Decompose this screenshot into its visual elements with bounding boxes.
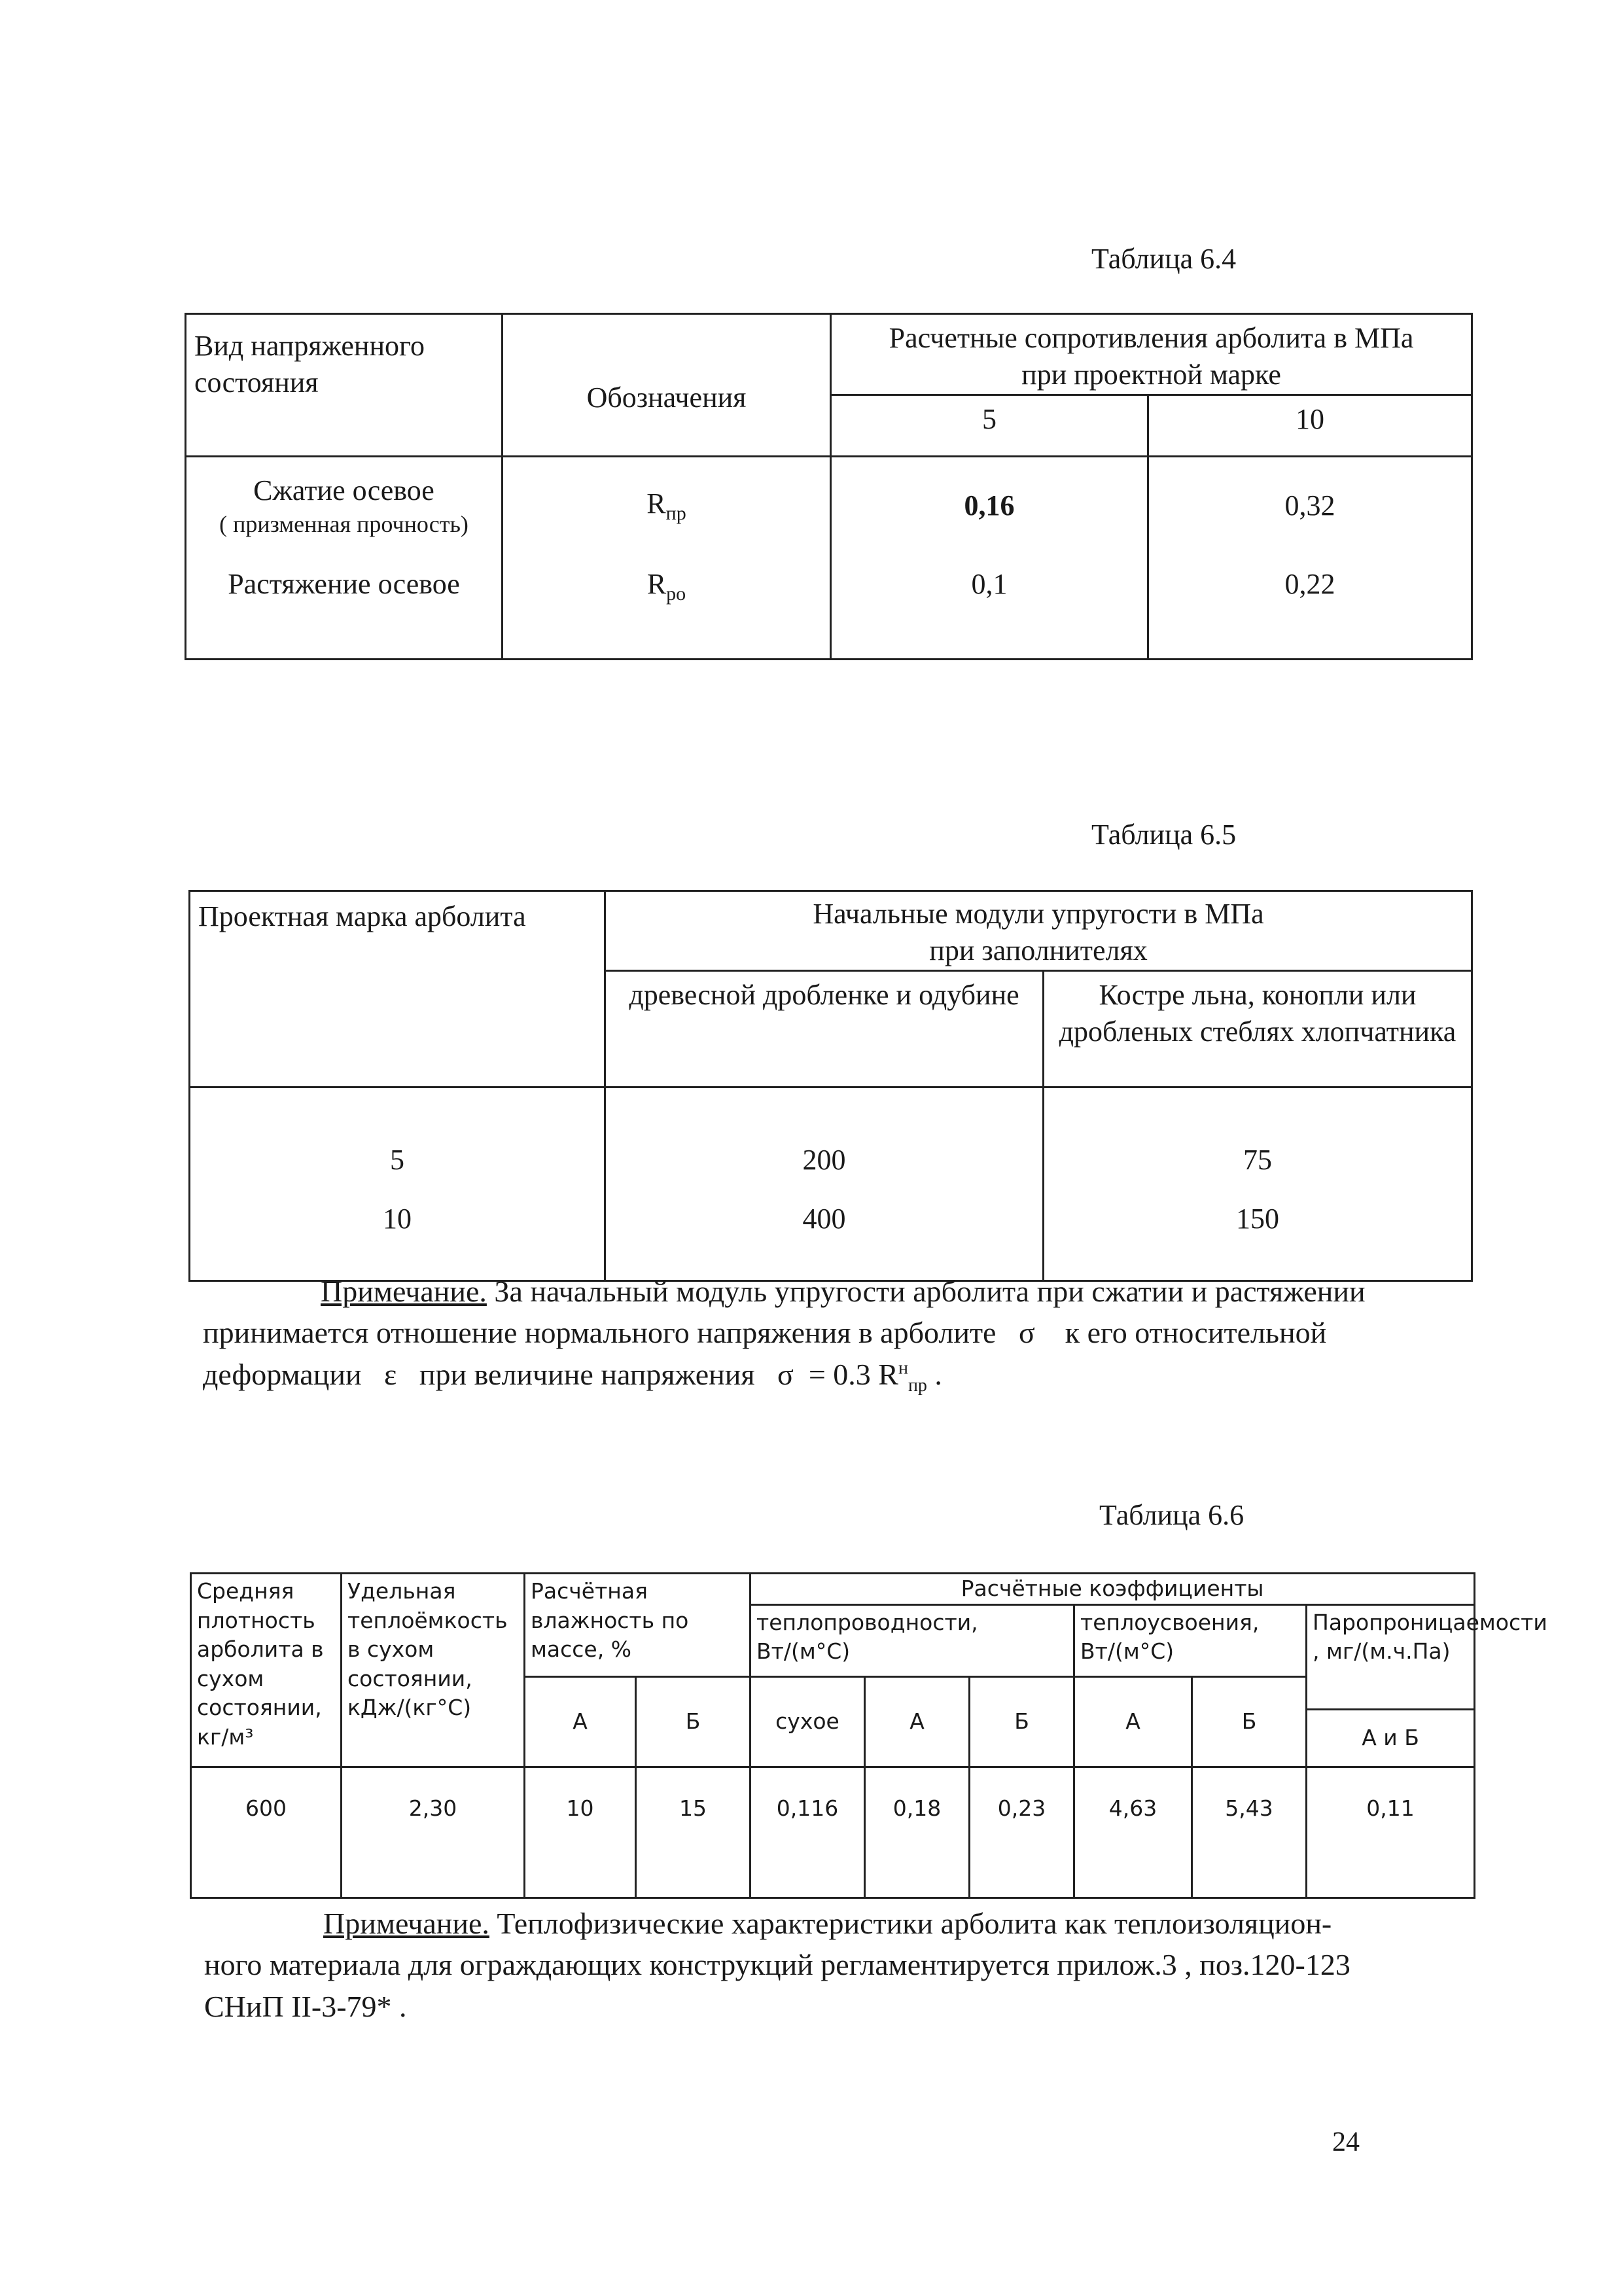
- note-2-text1: Теплофизические характеристики арболита как теплоизоляцион-: [489, 1907, 1332, 1940]
- note-1-text3: деформации ε при величине напряжения σ = 0.3 R: [203, 1357, 898, 1391]
- t5-value-wood: 200: [605, 1087, 1044, 1185]
- t5-header-flax-filler: Костре льна, конопли или дробленых стеблях хлопчатника: [1044, 970, 1472, 1087]
- t5-value-flax: 150: [1044, 1185, 1472, 1280]
- t6-header-vapor: Паропроницаемости , мг/(м.ч.Па): [1307, 1604, 1475, 1709]
- note-1-end: .: [927, 1357, 942, 1391]
- t5-header-modulus-line1: Начальные модули упругости в МПа: [813, 898, 1264, 930]
- t6-header-vapor-ab: А и Б: [1307, 1709, 1475, 1767]
- t6-heat-capacity: 2,30: [342, 1767, 525, 1898]
- t6-header-conductivity: теплопроводности, Вт/(м°С): [750, 1604, 1074, 1676]
- note-1-text1: За начальный модуль упругости арболита при сжатии и растяжении: [486, 1275, 1366, 1308]
- note-1-line2: принимается отношение нормального напряжения в арболите σ к его относительной: [203, 1316, 1327, 1350]
- note-2: [204, 1903, 1487, 2027]
- t4-row-symbol: [503, 456, 831, 554]
- t4-header-grade-5: 5: [831, 395, 1148, 456]
- table-row: [191, 1767, 1475, 1898]
- t6-header-conductivity-b: Б: [970, 1676, 1074, 1767]
- t4-header-resistance-line1: Расчетные сопротивления арболита в МПа: [889, 322, 1414, 354]
- t4-row-name-text: Сжатие осевое: [253, 474, 434, 506]
- t4-row-note: ( призменная прочность): [219, 510, 468, 537]
- t6-header-density: Средняя плотность арболита в сухом состоянии, кг/м³: [191, 1574, 342, 1767]
- t4-row-name: [186, 456, 503, 554]
- table-6-5: [188, 890, 1473, 1282]
- t6-vapor: 0,11: [1307, 1767, 1475, 1898]
- table-6-4-caption: Таблица 6.4: [1091, 243, 1237, 275]
- t5-grade: 10: [190, 1185, 605, 1280]
- table-row: [186, 456, 1472, 554]
- t4-header-stress-type: Вид напряженного состояния: [186, 314, 503, 457]
- t6-density: 600: [191, 1767, 342, 1898]
- t5-grade: 5: [190, 1087, 605, 1185]
- t5-header-modulus: [605, 891, 1472, 971]
- t6-moisture-b: 15: [636, 1767, 750, 1898]
- t6-header-moisture-a: А: [525, 1676, 636, 1767]
- t6-header-coefficients: Расчётные коэффициенты: [750, 1574, 1475, 1605]
- note-1: [203, 1271, 1485, 1399]
- t6-header-moisture-b: Б: [636, 1676, 750, 1767]
- table-row: [190, 1087, 1472, 1185]
- t4-symbol-sub: ро: [666, 582, 686, 605]
- table-6-4: [185, 313, 1473, 660]
- note-2-line1: [204, 1903, 1487, 1944]
- t5-value-wood: 400: [605, 1185, 1044, 1280]
- t4-header-resistance: [831, 314, 1472, 395]
- t6-header-moisture: Расчётная влажность по массе, %: [525, 1574, 750, 1677]
- t4-value-5: 0,16: [831, 456, 1148, 554]
- t6-header-absorption-a: А: [1074, 1676, 1192, 1767]
- table-6-5-caption: Таблица 6.5: [1091, 819, 1237, 851]
- note-2-line2: ного материала для ограждающих конструкций регламентируется прилож.3 , поз.120-123: [204, 1948, 1350, 1982]
- t5-header-wood-filler: древесной дробленке и одубине: [605, 970, 1044, 1087]
- note-1-sub: пр: [908, 1375, 927, 1396]
- note-1-line1: [203, 1271, 1485, 1312]
- t6-header-conductivity-dry: сухое: [750, 1676, 865, 1767]
- t5-value-flax: 75: [1044, 1087, 1472, 1185]
- t6-moisture-a: 10: [525, 1767, 636, 1898]
- t6-absorption-b: 5,43: [1192, 1767, 1307, 1898]
- t6-header-conductivity-a: А: [865, 1676, 970, 1767]
- t4-row-name: Растяжение осевое: [186, 554, 503, 659]
- page-number: 24: [1332, 2127, 1360, 2157]
- t5-header-grade: Проектная марка арболита: [190, 891, 605, 1087]
- table-6-6-caption: Таблица 6.6: [1099, 1499, 1244, 1531]
- t4-header-resistance-line2: при проектной марке: [1021, 359, 1281, 391]
- table-row: [186, 554, 1472, 659]
- t6-conductivity-dry: 0,116: [750, 1767, 865, 1898]
- t6-conductivity-b: 0,23: [970, 1767, 1074, 1898]
- t5-header-modulus-line2: при заполнителях: [929, 934, 1148, 967]
- note-2-line3: СНиП II-3-79* .: [204, 1989, 407, 2023]
- t6-header-absorption-b: Б: [1192, 1676, 1307, 1767]
- t4-header-designation: Обозначения: [503, 314, 831, 457]
- t4-symbol-sub: пр: [665, 502, 686, 524]
- note-1-sup: н: [898, 1358, 908, 1379]
- t4-value-5: 0,1: [831, 554, 1148, 659]
- t6-header-heat-capacity: Удельная теплоёмкость в сухом состоянии, кДж/(кг°С): [342, 1574, 525, 1767]
- t6-header-absorption: теплоусвоения, Вт/(м°С): [1074, 1604, 1307, 1676]
- note-2-label: Примечание.: [323, 1907, 489, 1940]
- t4-symbol: R: [646, 487, 666, 520]
- t6-conductivity-a: 0,18: [865, 1767, 970, 1898]
- note-1-line3: [203, 1354, 1485, 1399]
- t4-row-symbol: [503, 554, 831, 659]
- t4-header-grade-10: 10: [1148, 395, 1472, 456]
- table-6-6: [190, 1572, 1547, 1899]
- t4-value-10: 0,32: [1148, 456, 1472, 554]
- table-row: [190, 1185, 1472, 1280]
- note-1-label: Примечание.: [321, 1275, 487, 1308]
- t4-symbol: R: [646, 568, 667, 601]
- t6-absorption-a: 4,63: [1074, 1767, 1192, 1898]
- t4-value-10: 0,22: [1148, 554, 1472, 659]
